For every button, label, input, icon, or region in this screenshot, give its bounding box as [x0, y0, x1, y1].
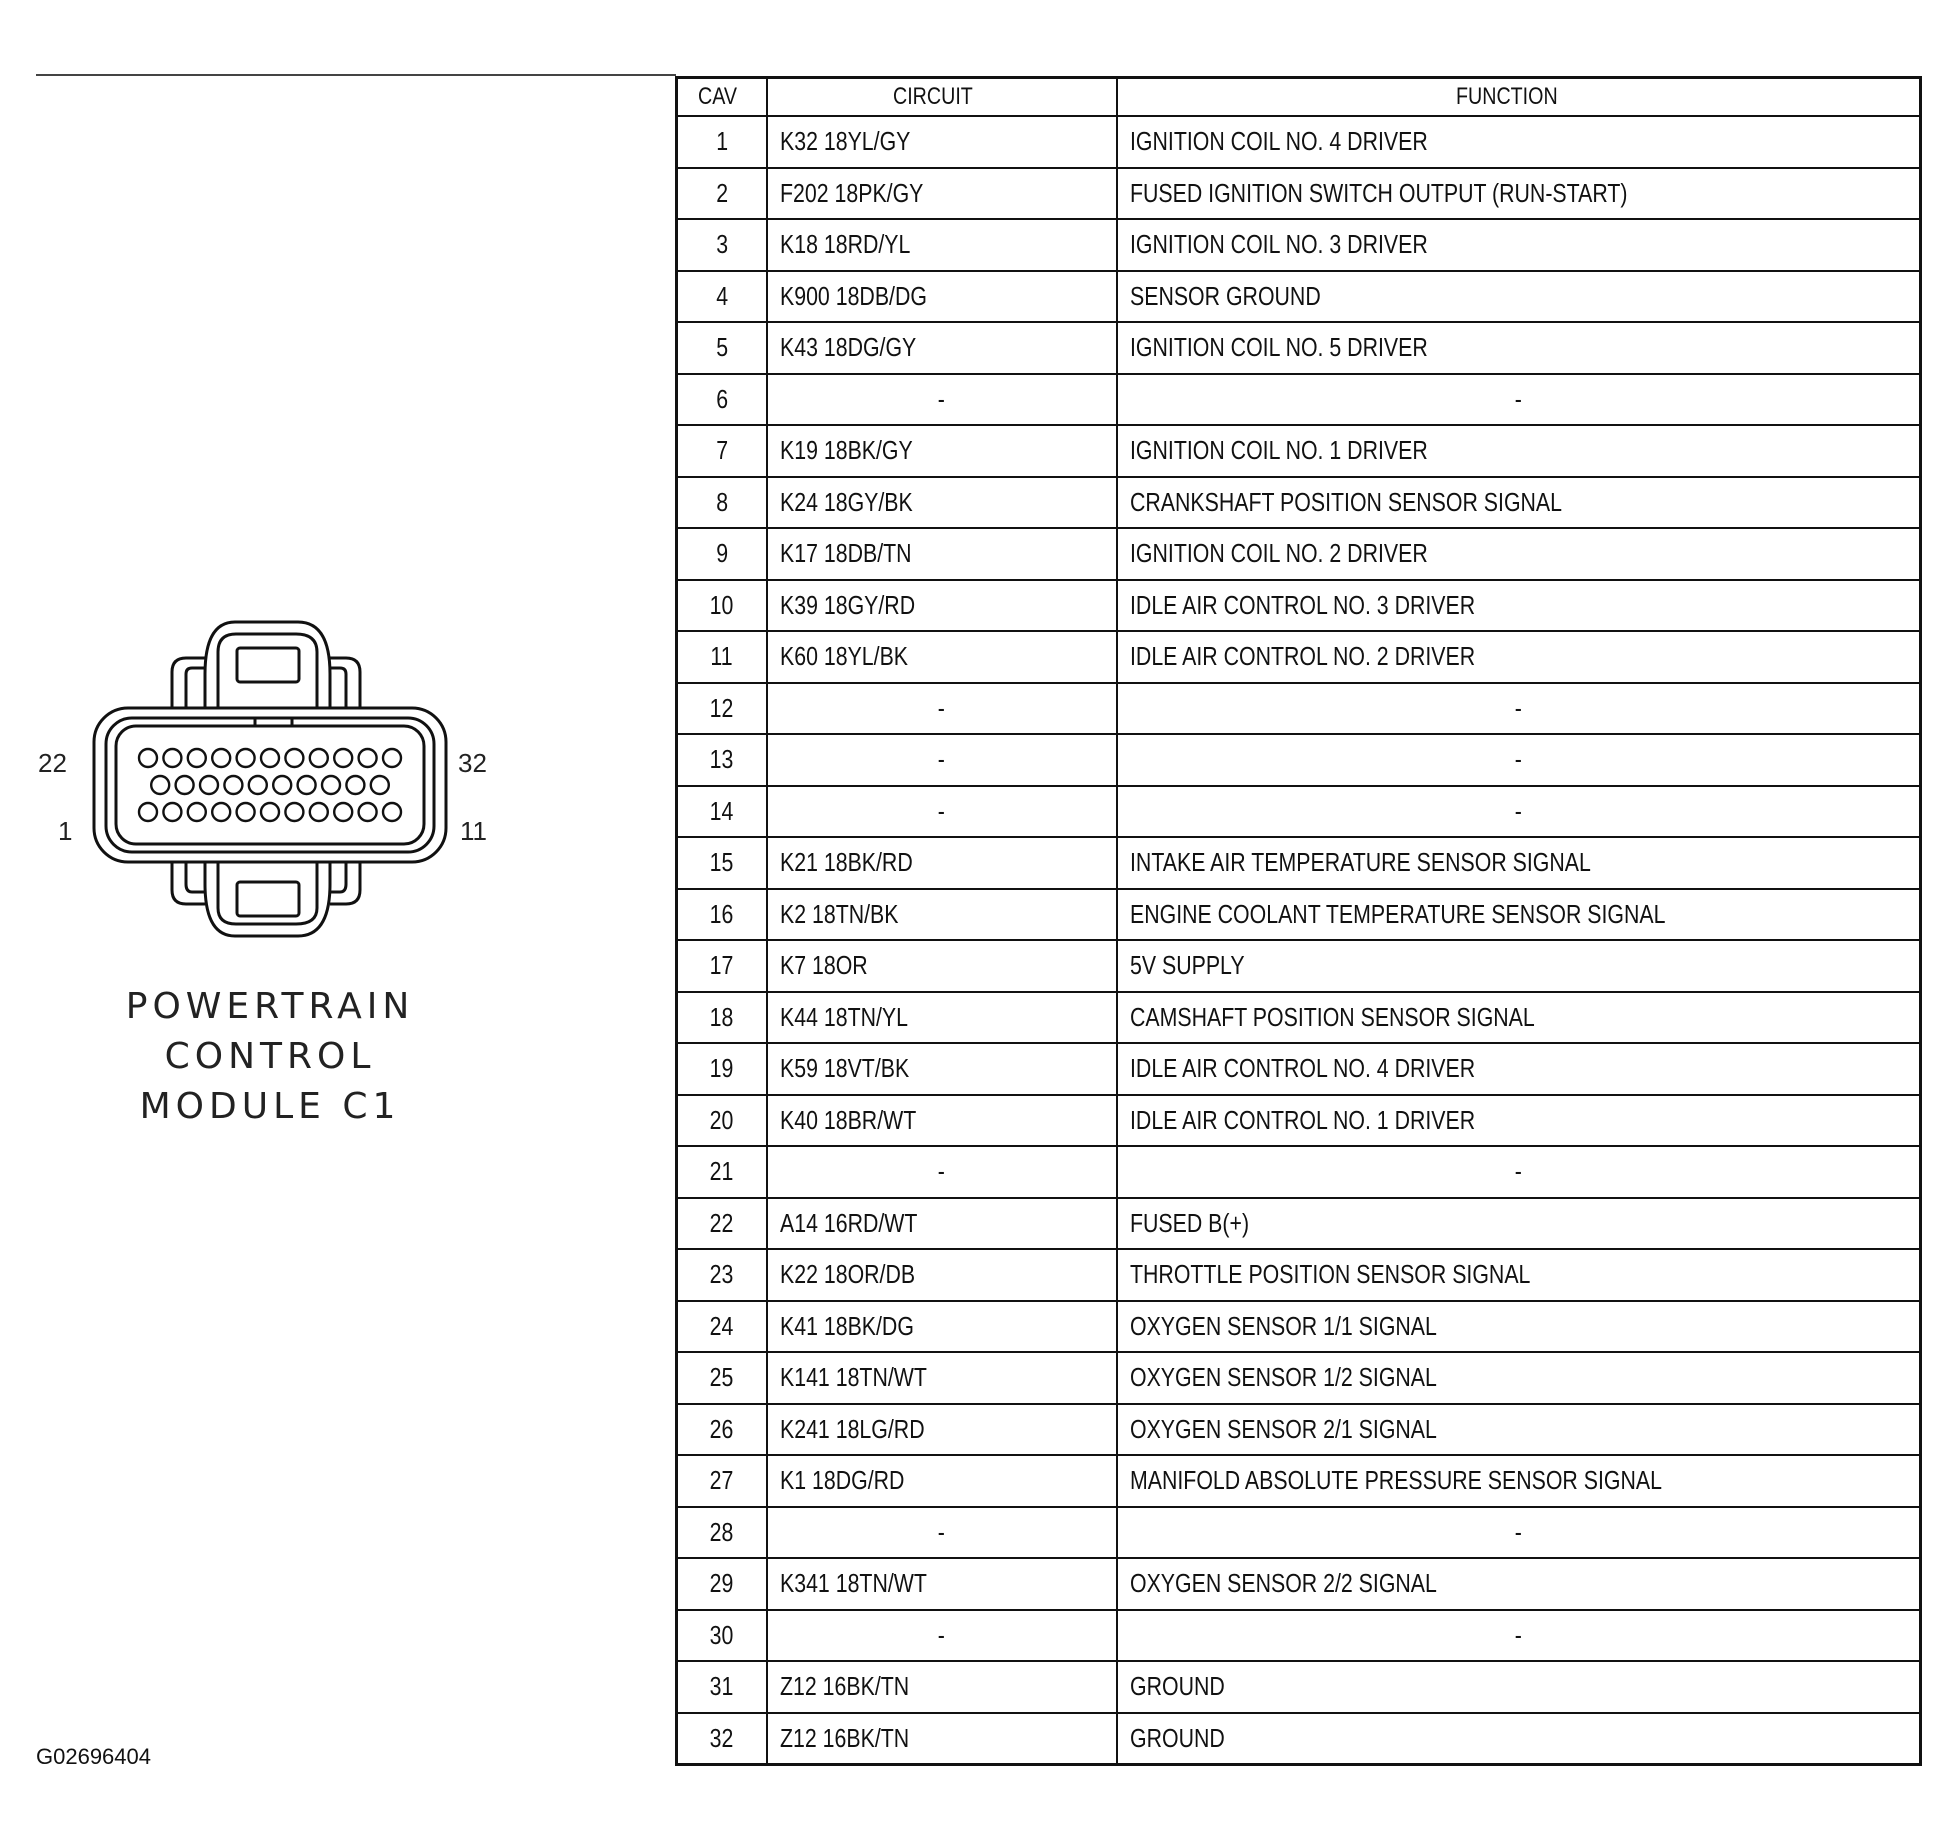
table-row — [677, 425, 1921, 477]
function-cell: IDLE AIR CONTROL NO. 2 DRIVER — [1117, 631, 1921, 683]
circuit-cell: K341 18TN/WT — [767, 1558, 1117, 1610]
cav-cell: 23 — [677, 1249, 767, 1301]
function-cell: - — [1117, 1610, 1921, 1662]
table-row — [677, 837, 1921, 889]
function-cell: THROTTLE POSITION SENSOR SIGNAL — [1117, 1249, 1921, 1301]
table-row — [677, 322, 1921, 374]
function-cell: - — [1117, 786, 1921, 838]
circuit-cell: - — [767, 374, 1117, 426]
pin-label-bottom-left: 1 — [58, 816, 73, 846]
function-cell: CRANKSHAFT POSITION SENSOR SIGNAL — [1117, 477, 1921, 529]
table-row — [677, 1713, 1921, 1765]
table-row — [677, 271, 1921, 323]
circuit-cell: F202 18PK/GY — [767, 168, 1117, 220]
table-row — [677, 1661, 1921, 1713]
table-row — [677, 1198, 1921, 1250]
table-row — [677, 683, 1921, 735]
cav-cell: 18 — [677, 992, 767, 1044]
table-row — [677, 889, 1921, 941]
circuit-cell: K59 18VT/BK — [767, 1043, 1117, 1095]
circuit-cell: K17 18DB/TN — [767, 528, 1117, 580]
top-divider-line — [36, 74, 676, 76]
circuit-cell: K900 18DB/DG — [767, 271, 1117, 323]
circuit-cell: K32 18YL/GY — [767, 116, 1117, 168]
circuit-cell: - — [767, 1507, 1117, 1559]
function-cell: - — [1117, 734, 1921, 786]
pinout-table — [675, 76, 1922, 1766]
cav-cell: 4 — [677, 271, 767, 323]
table-row — [677, 1455, 1921, 1507]
function-cell: INTAKE AIR TEMPERATURE SENSOR SIGNAL — [1117, 837, 1921, 889]
function-cell: CAMSHAFT POSITION SENSOR SIGNAL — [1117, 992, 1921, 1044]
pin-label-bottom-right: 11 — [460, 816, 487, 846]
cav-cell: 26 — [677, 1404, 767, 1456]
cav-cell: 25 — [677, 1352, 767, 1404]
cav-cell: 20 — [677, 1095, 767, 1147]
circuit-cell: Z12 16BK/TN — [767, 1713, 1117, 1765]
circuit-cell: K2 18TN/BK — [767, 889, 1117, 941]
function-cell: FUSED B(+) — [1117, 1198, 1921, 1250]
table-row — [677, 1404, 1921, 1456]
circuit-cell: K19 18BK/GY — [767, 425, 1117, 477]
bottom-latch — [172, 860, 360, 936]
circuit-cell: A14 16RD/WT — [767, 1198, 1117, 1250]
table-row — [677, 1610, 1921, 1662]
circuit-cell: K21 18BK/RD — [767, 837, 1117, 889]
function-cell: IDLE AIR CONTROL NO. 4 DRIVER — [1117, 1043, 1921, 1095]
cav-cell: 30 — [677, 1610, 767, 1662]
function-cell: GROUND — [1117, 1661, 1921, 1713]
circuit-cell: - — [767, 1610, 1117, 1662]
cav-cell: 31 — [677, 1661, 767, 1713]
cav-cell: 7 — [677, 425, 767, 477]
top-latch — [172, 622, 360, 708]
cav-cell: 9 — [677, 528, 767, 580]
circuit-cell: K141 18TN/WT — [767, 1352, 1117, 1404]
function-cell: - — [1117, 374, 1921, 426]
figure-id: G02696404 — [36, 1744, 151, 1769]
table-row — [677, 528, 1921, 580]
cav-cell: 15 — [677, 837, 767, 889]
table-row — [677, 940, 1921, 992]
table-row — [677, 992, 1921, 1044]
function-cell: 5V SUPPLY — [1117, 940, 1921, 992]
table-row — [677, 1043, 1921, 1095]
function-cell: IDLE AIR CONTROL NO. 3 DRIVER — [1117, 580, 1921, 632]
function-cell: OXYGEN SENSOR 2/2 SIGNAL — [1117, 1558, 1921, 1610]
function-cell: OXYGEN SENSOR 2/1 SIGNAL — [1117, 1404, 1921, 1456]
header-function: FUNCTION — [1117, 78, 1921, 117]
function-cell: - — [1117, 1507, 1921, 1559]
table-row — [677, 1301, 1921, 1353]
circuit-cell: - — [767, 734, 1117, 786]
cav-cell: 5 — [677, 322, 767, 374]
table-row — [677, 786, 1921, 838]
cav-cell: 8 — [677, 477, 767, 529]
function-cell: ENGINE COOLANT TEMPERATURE SENSOR SIGNAL — [1117, 889, 1921, 941]
table-row — [677, 1095, 1921, 1147]
table-header-row — [677, 78, 1921, 117]
table-row — [677, 168, 1921, 220]
connector-caption-line-3: MODULE C1 — [139, 1086, 401, 1127]
cav-cell: 32 — [677, 1713, 767, 1765]
circuit-cell: K43 18DG/GY — [767, 322, 1117, 374]
function-cell: IGNITION COIL NO. 4 DRIVER — [1117, 116, 1921, 168]
cav-cell: 24 — [677, 1301, 767, 1353]
cav-cell: 11 — [677, 631, 767, 683]
circuit-cell: K40 18BR/WT — [767, 1095, 1117, 1147]
cav-cell: 3 — [677, 219, 767, 271]
function-cell: MANIFOLD ABSOLUTE PRESSURE SENSOR SIGNAL — [1117, 1455, 1921, 1507]
cav-cell: 28 — [677, 1507, 767, 1559]
table-row — [677, 580, 1921, 632]
cav-cell: 21 — [677, 1146, 767, 1198]
table-row — [677, 1507, 1921, 1559]
function-cell: FUSED IGNITION SWITCH OUTPUT (RUN-START) — [1117, 168, 1921, 220]
circuit-cell: K24 18GY/BK — [767, 477, 1117, 529]
table-row — [677, 1249, 1921, 1301]
circuit-cell: - — [767, 683, 1117, 735]
function-cell: IGNITION COIL NO. 5 DRIVER — [1117, 322, 1921, 374]
circuit-cell: K22 18OR/DB — [767, 1249, 1117, 1301]
cav-cell: 19 — [677, 1043, 767, 1095]
table-row — [677, 1352, 1921, 1404]
cav-cell: 29 — [677, 1558, 767, 1610]
circuit-cell: K39 18GY/RD — [767, 580, 1117, 632]
connector-caption-line-1: POWERTRAIN — [125, 986, 415, 1027]
pin-label-top-left: 22 — [38, 748, 67, 778]
function-cell: - — [1117, 683, 1921, 735]
function-cell: IDLE AIR CONTROL NO. 1 DRIVER — [1117, 1095, 1921, 1147]
cav-cell: 1 — [677, 116, 767, 168]
table-row — [677, 116, 1921, 168]
function-cell: - — [1117, 1146, 1921, 1198]
circuit-cell: K7 18OR — [767, 940, 1117, 992]
function-cell: IGNITION COIL NO. 3 DRIVER — [1117, 219, 1921, 271]
table-row — [677, 631, 1921, 683]
function-cell: OXYGEN SENSOR 1/1 SIGNAL — [1117, 1301, 1921, 1353]
cav-cell: 2 — [677, 168, 767, 220]
circuit-cell: K60 18YL/BK — [767, 631, 1117, 683]
header-cav: CAV — [677, 78, 767, 117]
circuit-cell: Z12 16BK/TN — [767, 1661, 1117, 1713]
cav-cell: 22 — [677, 1198, 767, 1250]
circuit-cell: K241 18LG/RD — [767, 1404, 1117, 1456]
cav-cell: 6 — [677, 374, 767, 426]
circuit-cell: K18 18RD/YL — [767, 219, 1117, 271]
table-row — [677, 219, 1921, 271]
connector-body — [94, 708, 446, 862]
circuit-cell: - — [767, 1146, 1117, 1198]
table-row — [677, 734, 1921, 786]
function-cell: SENSOR GROUND — [1117, 271, 1921, 323]
cav-cell: 12 — [677, 683, 767, 735]
cav-cell: 17 — [677, 940, 767, 992]
circuit-cell: K1 18DG/RD — [767, 1455, 1117, 1507]
cav-cell: 10 — [677, 580, 767, 632]
cav-cell: 27 — [677, 1455, 767, 1507]
function-cell: OXYGEN SENSOR 1/2 SIGNAL — [1117, 1352, 1921, 1404]
table-row — [677, 1146, 1921, 1198]
connector-diagram — [30, 612, 500, 972]
table-row — [677, 1558, 1921, 1610]
table-row — [677, 374, 1921, 426]
function-cell: GROUND — [1117, 1713, 1921, 1765]
pin-label-top-right: 32 — [458, 748, 487, 778]
circuit-cell: - — [767, 786, 1117, 838]
circuit-cell: K44 18TN/YL — [767, 992, 1117, 1044]
function-cell: IGNITION COIL NO. 2 DRIVER — [1117, 528, 1921, 580]
header-circuit: CIRCUIT — [767, 78, 1117, 117]
circuit-cell: K41 18BK/DG — [767, 1301, 1117, 1353]
cav-cell: 13 — [677, 734, 767, 786]
cav-cell: 14 — [677, 786, 767, 838]
connector-caption-line-2: CONTROL — [164, 1036, 376, 1077]
pinout-table-body — [677, 116, 1921, 1765]
cav-cell: 16 — [677, 889, 767, 941]
table-row — [677, 477, 1921, 529]
function-cell: IGNITION COIL NO. 1 DRIVER — [1117, 425, 1921, 477]
